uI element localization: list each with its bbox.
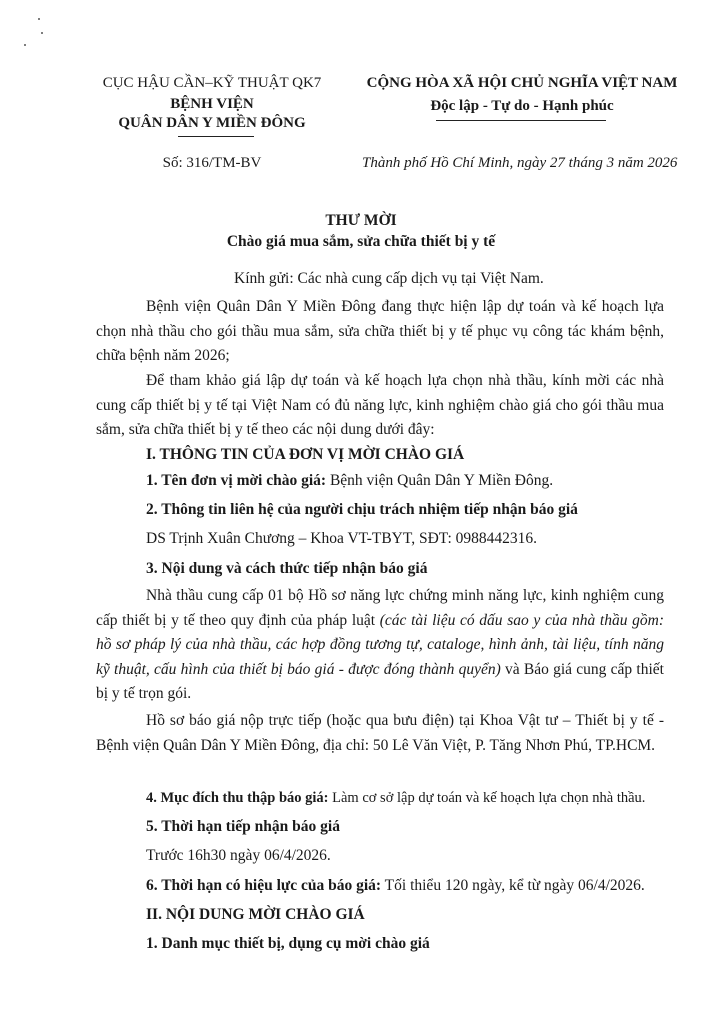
item-6 — [146, 877, 645, 895]
intro-paragraph-1 — [96, 295, 664, 369]
intro-paragraph-2-text: Để tham khảo giá lập dự toán và kế hoạch lựa chọn nhà thầu, kính mời các nhà cung cấp thiết bị y tế tại Việt Nam có đủ năng lực, kinh nghiệm chào giá cho gói thầu mua sắm, sửa chữa thiết bị y tế theo các nội dung dưới đây: — [96, 372, 664, 438]
document-number: Số: 316/TM-BV — [162, 155, 262, 171]
item-3-paragraph-1-italic: (các tài liệu có dấu sao y của nhà thầu gồm: hồ sơ pháp lý của nhà thầu, các hợp đồng tương tự, cataloge, hình ảnh, tài liệu, tính năng kỹ thuật, cấu hình của thiết bị báo giá - được đóng thành quyển) — [96, 611, 664, 678]
header-left-underline — [178, 136, 254, 137]
item-1-value: Bệnh viện Quân Dân Y Miền Đông. — [326, 472, 554, 489]
place-date: Thành phố Hồ Chí Minh, ngày 27 tháng 3 năm 2026 — [362, 155, 678, 171]
letter-subtitle: Chào giá mua sắm, sửa chữa thiết bị y tế — [226, 233, 496, 250]
item-4-label: 4. Mục đích thu thập báo giá: — [146, 790, 329, 806]
header-right-underline — [436, 120, 606, 121]
item-6-label: 6. Thời hạn có hiệu lực của báo giá: — [146, 877, 382, 894]
item-1 — [146, 472, 553, 490]
item-3-label: 3. Nội dung và cách thức tiếp nhận báo giá — [146, 560, 428, 577]
intro-paragraph-2 — [96, 369, 664, 443]
greeting: Kính gửi: Các nhà cung cấp dịch vụ tại Việt Nam. — [234, 270, 544, 287]
item-2-label: 2. Thông tin liên hệ của người chịu trách nhiệm tiếp nhận báo giá — [146, 501, 578, 518]
issuing-agency: CỤC HẬU CẦN–KỸ THUẬT QK7 — [102, 75, 322, 91]
item-3-paragraph-1-end: và Báo giá cung cấp thiết bị y tế trọn gói. — [96, 660, 664, 702]
section-2-heading: II. NỘI DUNG MỜI CHÀO GIÁ — [146, 906, 365, 923]
section-2-item-1: 1. Danh mục thiết bị, dụng cụ mời chào giá — [146, 935, 430, 952]
hospital-name-line2: QUÂN DÂN Y MIỀN ĐÔNG — [118, 115, 306, 131]
item-2-value: DS Trịnh Xuân Chương – Khoa VT-TBYT, SĐT: 0988442316. — [146, 530, 538, 547]
item-5-value: Trước 16h30 ngày 06/4/2026. — [146, 847, 331, 864]
item-3-paragraph-2-text: Hồ sơ báo giá nộp trực tiếp (hoặc qua bưu điện) tại Khoa Vật tư – Thiết bị y tế - Bệnh viện Quân Dân Y Miền Đông, địa chỉ: 50 Lê Văn Việt, P. Tăng Nhơn Phú, TP.HCM. — [96, 712, 664, 754]
item-4 — [146, 790, 645, 807]
scan-speck — [24, 44, 26, 46]
item-5-label: 5. Thời hạn tiếp nhận báo giá — [146, 818, 340, 835]
country-name: CỘNG HÒA XÃ HỘI CHỦ NGHĨA VIỆT NAM — [366, 75, 678, 91]
scan-speck — [38, 18, 40, 20]
item-4-value: Làm cơ sở lập dự toán và kế hoạch lựa chọn nhà thầu. — [328, 790, 646, 806]
national-motto: Độc lập - Tự do - Hạnh phúc — [430, 98, 614, 114]
item-3-paragraph-1-text: Nhà thầu cung cấp 01 bộ Hồ sơ năng lực chứng minh năng lực, kinh nghiệm cung cấp thiết bị y tế theo quy định của pháp luật — [96, 587, 664, 629]
letter-title: THƯ MỜI — [325, 212, 397, 229]
section-1-heading: I. THÔNG TIN CỦA ĐƠN VỊ MỜI CHÀO GIÁ — [146, 446, 465, 463]
scan-speck — [41, 32, 43, 34]
item-3-paragraph-1 — [96, 584, 664, 707]
item-6-value: Tối thiểu 120 ngày, kể từ ngày 06/4/2026. — [381, 877, 645, 894]
item-3-paragraph-2 — [96, 709, 664, 758]
intro-paragraph-1-text: Bệnh viện Quân Dân Y Miền Đông đang thực hiện lập dự toán và kế hoạch lựa chọn nhà thầu cho gói thầu mua sắm, sửa chữa thiết bị y tế phục vụ công tác khám bệnh, chữa bệnh năm 2026; — [96, 298, 664, 364]
item-1-label: 1. Tên đơn vị mời chào giá: — [146, 472, 327, 489]
hospital-name-line1: BỆNH VIỆN — [170, 96, 254, 112]
